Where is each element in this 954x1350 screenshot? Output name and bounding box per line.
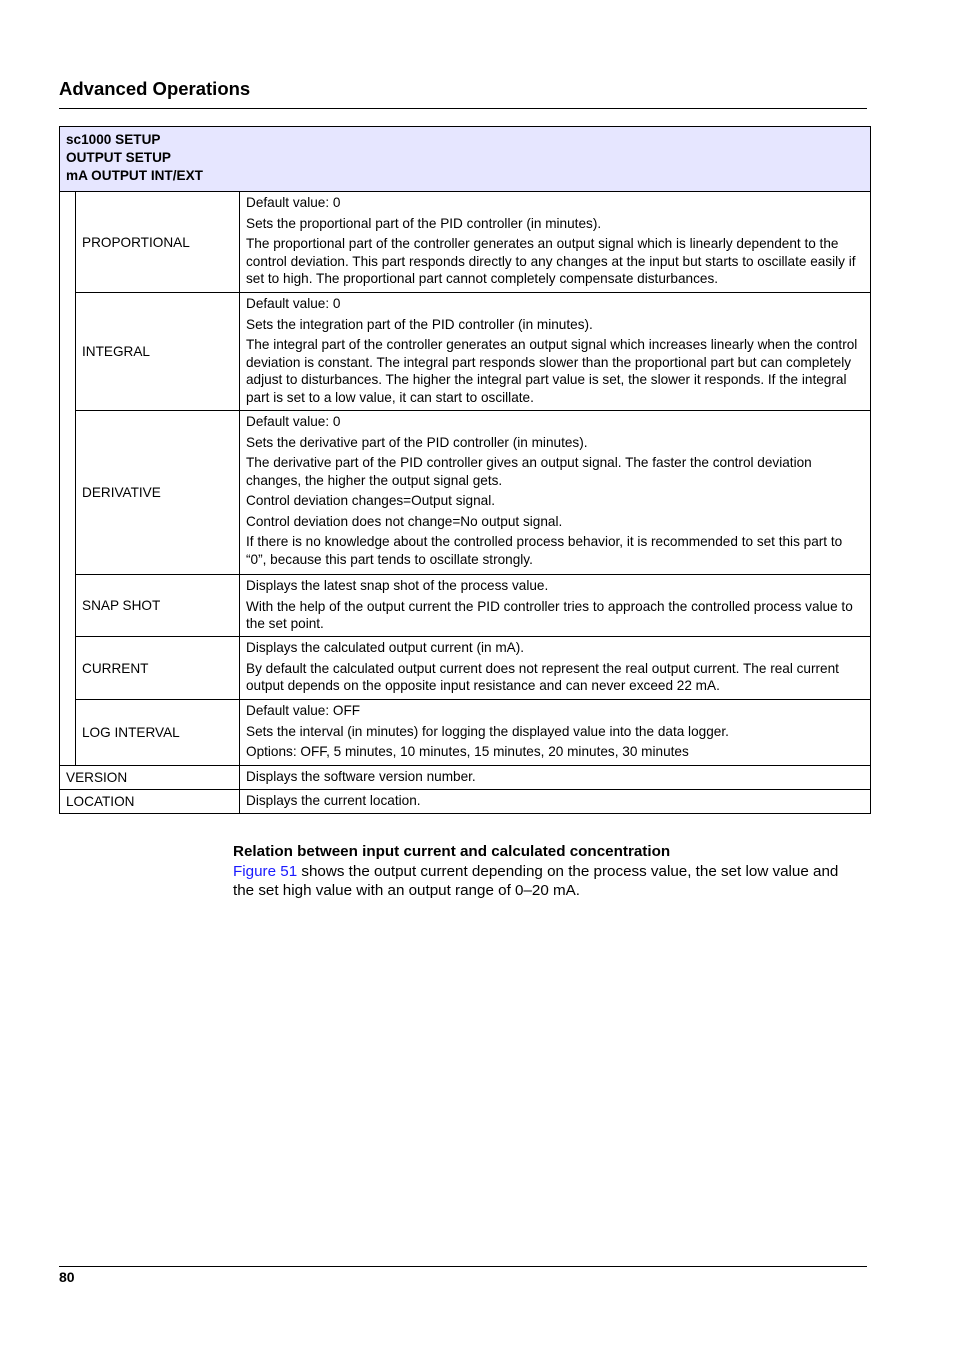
subsection xyxy=(233,842,853,901)
menu-path xyxy=(60,127,871,192)
description-line: Displays the current location. xyxy=(246,793,421,808)
section-title: Advanced Operations xyxy=(59,78,251,99)
description-line: Default value: 0 xyxy=(246,414,341,429)
table-row xyxy=(60,790,871,814)
setting-name: SNAP SHOT xyxy=(76,575,240,637)
description-line: With the help of the output current the PID controller tries to approach the controlled process value to the set point. xyxy=(246,598,853,631)
setting-name: PROPORTIONAL xyxy=(76,192,240,293)
subsection-body-text: shows the output current depending on the process value, the set low value and the set high value with an output range of 0–20 mA. xyxy=(233,862,839,899)
menu-path-level-1: sc1000 SETUP xyxy=(66,132,161,147)
setting-description xyxy=(240,192,871,293)
description-line: Default value: 0 xyxy=(246,296,341,311)
description-line: Displays the latest snap shot of the process value. xyxy=(246,578,549,593)
subsection-heading: Relation between input current and calculated concentration xyxy=(233,843,671,860)
menu-path-level-3: mA OUTPUT INT/EXT xyxy=(66,168,203,183)
menu-table xyxy=(59,126,871,814)
description-line: Options: OFF, 5 minutes, 10 minutes, 15 minutes, 20 minutes, 30 minutes xyxy=(246,744,689,759)
setting-name: DERIVATIVE xyxy=(76,411,240,575)
setting-description xyxy=(240,790,871,814)
setting-name: LOCATION xyxy=(60,790,240,814)
description-line: The proportional part of the controller generates an output signal which is linearly dependent to the control deviation. This part responds directly to any changes at the input but starts to oscillate easily if set to high. The proportional part cannot completely compensate disturbances. xyxy=(246,236,856,286)
indent-cell xyxy=(60,192,76,766)
page-number: 80 xyxy=(59,1269,75,1285)
table-row xyxy=(60,637,871,700)
table-header-row xyxy=(60,127,871,192)
setting-name: LOG INTERVAL xyxy=(76,700,240,766)
description-line: Displays the calculated output current (in mA). xyxy=(246,640,525,655)
menu-path-level-2: OUTPUT SETUP xyxy=(66,150,171,165)
subsection-body xyxy=(233,862,853,901)
table-row xyxy=(60,192,871,293)
header-divider xyxy=(59,108,867,109)
setting-description xyxy=(240,293,871,411)
setting-description xyxy=(240,575,871,637)
setting-name: VERSION xyxy=(60,766,240,790)
table-row xyxy=(60,766,871,790)
description-line: Default value: OFF xyxy=(246,703,361,718)
description-line: Sets the derivative part of the PID controller (in minutes). xyxy=(246,434,588,450)
table-row xyxy=(60,700,871,766)
description-line: By default the calculated output current does not represent the real output current. The real current output depends on the opposite input resistance and can never exceed 22 mA. xyxy=(246,660,839,693)
setting-description xyxy=(240,700,871,766)
description-line: The integral part of the controller generates an output signal which increases linearly when the control deviation is constant. The integral part responds slower than the proportional part but can completely adjust to disturbances. The higher the integral part value is set, the slower it responds. If the integral part is set to a low value, it can start to oscillate. xyxy=(246,337,858,405)
description-line: Default value: 0 xyxy=(246,195,341,210)
table-row xyxy=(60,293,871,411)
description-line: Control deviation changes=Output signal. xyxy=(246,493,496,508)
setting-description xyxy=(240,637,871,700)
description-line: Displays the software version number. xyxy=(246,769,476,784)
table-row xyxy=(60,575,871,637)
setting-description xyxy=(240,766,871,790)
description-line: Sets the integration part of the PID controller (in minutes). xyxy=(246,316,593,332)
table-row xyxy=(60,411,871,575)
description-line: Control deviation does not change=No output signal. xyxy=(246,513,563,529)
setting-name: CURRENT xyxy=(76,637,240,700)
description-line: If there is no knowledge about the controlled process behavior, it is recommended to set this part to “0”, because this part tends to oscillate strongly. xyxy=(246,534,843,567)
description-line: Sets the proportional part of the PID controller (in minutes). xyxy=(246,215,602,231)
footer-divider xyxy=(59,1266,867,1267)
setting-name: INTEGRAL xyxy=(76,293,240,411)
description-line: The derivative part of the PID controller gives an output signal. The faster the control deviation changes, the higher the output signal gets. xyxy=(246,455,812,488)
setting-description xyxy=(240,411,871,575)
figure-link[interactable]: Figure 51 xyxy=(233,862,298,880)
description-line: Sets the interval (in minutes) for logging the displayed value into the data logger. xyxy=(246,723,729,739)
